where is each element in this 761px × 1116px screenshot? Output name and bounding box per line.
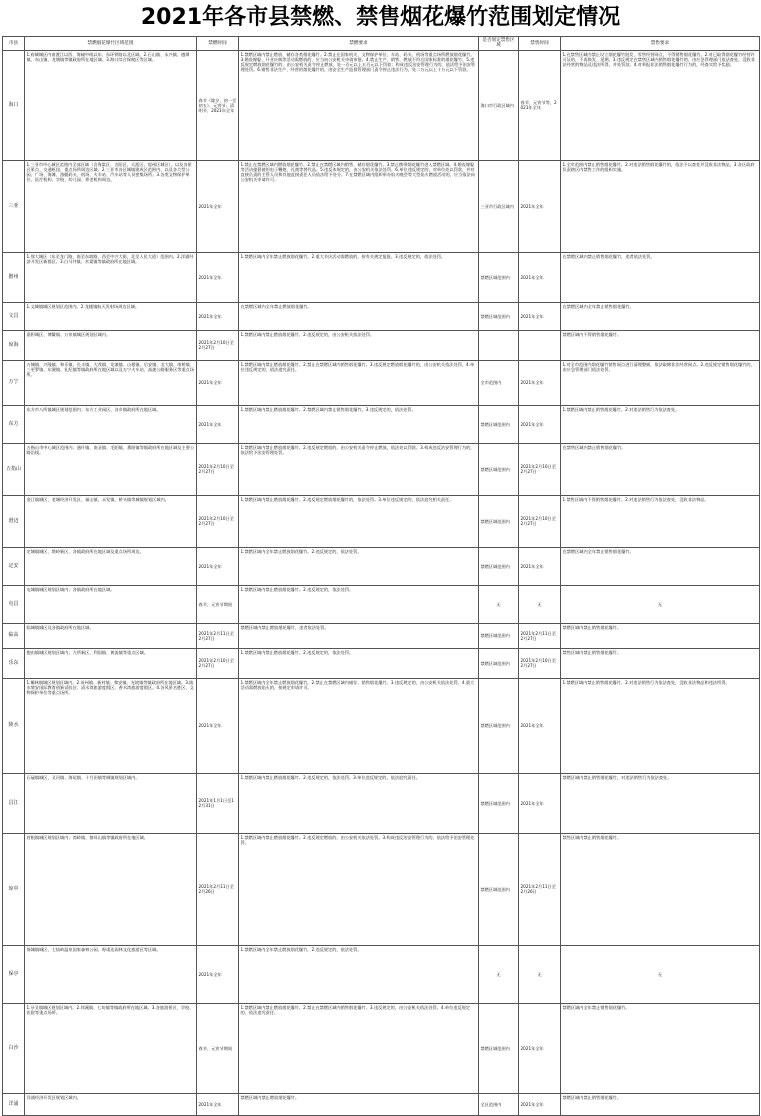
table-row	[3, 773, 760, 833]
ban-range-cell: 五指山市中心城区范围内；通什镇、南圣镇、毛阳镇、番阳镇等镇政府所在地区域及主要公路沿线。	[25, 443, 197, 495]
region-cell: 保亭	[3, 945, 25, 1003]
sale-requirements-cell: 无	[561, 945, 760, 1003]
header-region: 市县	[3, 37, 25, 51]
ban-requirements-cell: 1.禁燃区域内禁止燃放烟花爆竹。2.禁止在禁燃区域内销售烟花爆竹。3.违反规定的，由公安机关依法处罚。4.单位违反规定的，依法追究责任。	[239, 1003, 479, 1093]
table-row	[3, 360, 760, 405]
ban-range-cell: 洋浦经济开发区规划区域内。	[25, 1093, 197, 1115]
table-row	[3, 405, 760, 443]
ban-requirements-cell: 1.禁燃区域内禁止燃放烟花爆竹。2.违反规定燃放的，由公安机关责令停止燃放，依法处以罚款。3.构成违反治安管理行为的，依法给予治安管理处罚。	[239, 443, 479, 495]
ban-requirements-cell: 1.禁燃区域内禁止燃放烟花爆竹。2.违反规定的，依法处罚。	[239, 585, 479, 623]
region-cell: 定安	[3, 547, 25, 585]
sale-requirements-cell: 禁售区域内禁止销售烟花爆竹。	[561, 648, 760, 678]
region-cell: 琼中	[3, 833, 25, 945]
ban-sale-area-cell: 禁燃区域范围内	[479, 623, 519, 648]
region-cell: 屯昌	[3, 585, 25, 623]
ban-requirements-cell: 禁燃区域内禁止燃放烟花爆竹，违者依法处罚。	[239, 623, 479, 648]
ban-requirements-cell: 1.禁燃区域内禁止燃放烟花爆竹。2.违反规定的，依法处罚。	[239, 648, 479, 678]
ban-range-cell: 东方市八所镇城区规划范围内；东方工业园区、各乡镇政府所在地区域。	[25, 405, 197, 443]
region-cell: 海口	[3, 50, 25, 160]
sale-requirements-cell: 1.禁燃区域内禁止销售烟花爆竹。2.对违法销售行为依法查处，没收非法物品和违法所得。	[561, 678, 760, 773]
ban-time-cell: 2021年全年	[197, 160, 239, 252]
table-row	[3, 252, 760, 302]
ban-range-cell: 嘉积城区、博鳌镇、万泉镇城区规划区域内。	[25, 330, 197, 360]
ban-range-cell: 营根镇城区规划区域内；湾岭镇、黎母山镇等镇政府所在地区域。	[25, 833, 197, 945]
ban-requirements-cell: 1.禁燃区域内禁止燃放、储存各类烟花爆竹。2.禁止在国家机关、文物保护单位、车站、码头、机场等重点场所燃放烟花爆竹。3.婚丧嫁娶、开业庆典等活动需燃放的，应当向公安机关申请审批。4.禁止生产、销售、燃放不符合国家标准的烟花爆竹。5.违反规定燃放烟花爆竹的，由公安机关责令停止燃放，处一百元以上五百元以下罚款；构成违反治安管理行为的，依法给予治安管理处罚。6.销售非法生产、经营的烟花爆竹的，由安全生产监督管理部门责令停止违法行为，处二万元以上十万元以下罚款。	[239, 50, 479, 160]
ban-time-cell: 2021年2月10日至2月27日	[197, 648, 239, 678]
region-cell: 万宁	[3, 360, 25, 405]
ban-time-cell: 2021年全年	[197, 547, 239, 585]
sale-ban-time-cell: 2021年全年	[519, 547, 561, 585]
sale-ban-time-cell: 无	[519, 945, 561, 1003]
sale-requirements-cell: 禁燃区域内禁止销售烟花爆竹。	[561, 623, 760, 648]
ban-requirements-cell: 1.禁燃区域内禁止燃放烟花爆竹。2.违反规定燃放的，由公安机关依法处罚。3.构成违反治安管理行为的，依法给予治安管理处罚。	[239, 833, 479, 945]
ban-time-cell: 春节、元宵节期间	[197, 585, 239, 623]
ban-sale-area-cell: 禁燃区域范围内	[479, 833, 519, 945]
sale-requirements-cell: 禁燃区域内不得销售烟花爆竹。	[561, 330, 760, 360]
sale-ban-time-cell: 2021年全年	[519, 678, 561, 773]
ban-requirements-cell: 1.禁止在禁燃区域内燃放烟花爆竹。2.禁止在禁燃区域内销售、储存烟花爆竹。3.禁止携带烟花爆竹进入禁燃区域。4.婚丧嫁娶等活动提倡使用电子鞭炮、礼炮等替代品。5.违反本规定的，由公安机关依法处罚。6.单位违反规定的，对单位处以罚款，并对直接负责的主管人员和其他直接责任人员依法给予处分。7.在禁燃区域内组织举办焰火晚会等大型焰火燃放活动的，应当依法向公安机关申请许可。	[239, 160, 479, 252]
table-row	[3, 678, 760, 773]
sale-ban-time-cell: 2021年2月11日至2月26日	[519, 833, 561, 945]
sale-requirements-cell: 在禁售区域内禁止销售烟花爆竹。	[561, 443, 760, 495]
sale-requirements-cell: 在禁燃区域内全年禁止销售烟花爆竹。	[561, 547, 760, 585]
ban-sale-area-cell: 禁燃区域范围内	[479, 405, 519, 443]
sale-requirements-cell: 1.禁燃区域内禁止销售烟花爆竹。2.对违法销售行为依法查处。	[561, 405, 760, 443]
ban-time-cell: 春节、元宵节期间	[197, 1003, 239, 1093]
ban-range-cell: 屯城镇城区规划区域内；各镇政府所在地区域。	[25, 585, 197, 623]
ban-time-cell: 2021年2月10日至2月27日	[197, 495, 239, 547]
table-row	[3, 1093, 760, 1115]
table-row	[3, 623, 760, 648]
table-row	[3, 50, 760, 160]
ban-range-cell: 抱由镇城区规划区域内；九所新区、利国镇、黄流镇等重点区域。	[25, 648, 197, 678]
region-cell: 东方	[3, 405, 25, 443]
ban-time-cell: 2021年全年	[197, 678, 239, 773]
sale-requirements-cell: 在禁燃区域内禁止销售烟花爆竹，违者依法处罚。	[561, 252, 760, 302]
ban-sale-area-cell: 禁燃区域范围内	[479, 648, 519, 678]
sale-ban-time-cell: 2021年全年	[519, 773, 561, 833]
sale-ban-time-cell: 无	[519, 585, 561, 623]
ban-sale-area-cell: 全区范围内	[479, 1093, 519, 1115]
table-row	[3, 495, 760, 547]
ban-range-cell: 定城镇城区、塔岭新区、各镇政府所在地区域及重点场所周边。	[25, 547, 197, 585]
table-row	[3, 330, 760, 360]
ban-sale-area-cell	[479, 330, 519, 360]
sale-requirements-cell: 禁燃区域内禁止销售烟花爆竹。	[561, 1093, 760, 1115]
ban-range-cell: 石碌镇城区、叉河镇、海尾镇、十月田镇等城镇规划区域内。	[25, 773, 197, 833]
ban-range-cell: 1.那大城区（东至龙门路，南至东坡路，西至中兴大街，北至人民大道）范围内。2.洋浦经济开发区新都区。3.白马井镇、木棠镇等镇政府所在地区域。	[25, 252, 197, 302]
region-cell: 陵水	[3, 678, 25, 773]
ban-sale-area-cell: 禁燃区域范围内	[479, 443, 519, 495]
ban-requirements-cell: 1.禁燃区域内禁止燃放烟花爆竹。2.禁止在禁燃区域内销售烟花爆竹。3.违反规定燃放烟花爆竹的，由公安机关依法处罚。4.单位违反规定的，依法追究责任。	[239, 360, 479, 405]
ban-sale-area-cell: 禁燃区域范围内	[479, 1003, 519, 1093]
ban-range-cell: 金江镇城区、老城经济开发区、福山镇、永发镇、桥头镇等城镇规划区域内。	[25, 495, 197, 547]
table-row	[3, 585, 760, 623]
ban-range-cell: 临城镇城区及各镇政府所在地区域。	[25, 623, 197, 648]
sale-ban-time-cell: 2021年全年	[519, 252, 561, 302]
ban-time-cell: 2021年全年	[197, 1093, 239, 1115]
ban-time-cell: 2021年全年	[197, 360, 239, 405]
ban-requirements-cell: 1.禁燃区域内禁止燃放烟花爆竹。2.违反规定的，由公安机关依法处罚。	[239, 330, 479, 360]
region-cell: 琼海	[3, 330, 25, 360]
ban-time-cell: 2021年1月1日至12月31日	[197, 773, 239, 833]
region-cell: 文昌	[3, 302, 25, 330]
ban-range-cell: 1.文城镇城区规划区范围内。2.龙楼镇航天发射场周边区域。	[25, 302, 197, 330]
region-cell: 澄迈	[3, 495, 25, 547]
table-row	[3, 945, 760, 1003]
ban-range-cell: 保城镇城区、七仙岭温泉国家森林公园、呀诺达雨林文化旅游区等区域。	[25, 945, 197, 1003]
ban-requirements-cell: 1.禁燃区域内全年禁止燃放烟花爆竹。2.违反规定的，依法处罚。	[239, 547, 479, 585]
table-row	[3, 160, 760, 252]
sale-ban-time-cell: 2021年2月10日至2月27日	[519, 495, 561, 547]
ban-range-cell: 1.三亚市中心城区范围内全部区域（含海棠区、吉阳区、天涯区、崖州区城区），以及各景区景点、交通枢纽、重点场所周边区域。2.三亚市各区城镇建成区范围内、以及各大型公园、广场、海滩、游艇码头、机场、火车站、汽车站等人员密集场所。3.各类文物保护单位、医疗机构、学校、幼儿园、养老机构周边。	[25, 160, 197, 252]
table-row	[3, 443, 760, 495]
sale-ban-time-cell: 2021年全年	[519, 302, 561, 330]
sale-requirements-cell: 1.对全市范围内烟花爆竹销售网点进行清理整顿，依法取缔非法经营网点。2.违反规定销售烟花爆竹的，由应急管理部门依法处罚。	[561, 360, 760, 405]
sale-ban-time-cell: 2021年2月11日至2月27日	[519, 623, 561, 648]
ban-time-cell: 春节（除夕、初一至初五）、元宵节、清明节、2021年全年	[197, 50, 239, 160]
sale-requirements-cell: 禁燃区域内禁止销售烟花爆竹，对违法销售行为依法查处。	[561, 773, 760, 833]
ban-sale-area-cell: 禁燃区域范围内	[479, 547, 519, 585]
sale-requirements-cell: 1.在禁售区域内禁止设立烟花爆竹批发、零售经营网点，不得销售烟花爆竹。2.对已取得烟花爆竹经营许可证的，不再换发、延期。3.违反规定在禁售区域内销售烟花爆竹的，由应急管理部门依法查处，没收非法经营的物品及违法所得，并处罚款。4.对举报非法销售烟花爆竹行为的，经查实给予奖励。	[561, 50, 760, 160]
ban-range-cell: 万城镇、兴隆镇、和乐镇、长丰镇、大茂镇、龙滚镇、山根镇、后安镇、北大镇、南桥镇、三更罗镇、东澳镇、礼纪镇等镇政府所在地区域以及万宁火车站、高速公路服务区等重点场所。	[25, 360, 197, 405]
region-cell: 临高	[3, 623, 25, 648]
header-sale-requirements: 禁售要求	[561, 37, 760, 51]
sale-ban-time-cell: 春节、元宵节等，2021年全年	[519, 50, 561, 160]
sale-requirements-cell: 禁售区域内禁止销售烟花爆竹。	[561, 833, 760, 945]
ban-time-cell: 2021年全年	[197, 302, 239, 330]
ban-time-cell: 2021年全年	[197, 252, 239, 302]
header-ban-sale-area: 是否划定禁售区域	[479, 37, 519, 51]
table-row	[3, 547, 760, 585]
table-header-row	[3, 37, 760, 51]
ban-time-cell: 2021年全年	[197, 945, 239, 1003]
table-row	[3, 833, 760, 945]
sale-requirements-cell: 无	[561, 585, 760, 623]
sale-ban-time-cell: 2021年全年	[519, 1003, 561, 1093]
sale-ban-time-cell: 2021年全年	[519, 405, 561, 443]
sale-requirements-cell: 1.全市范围内禁止销售烟花爆竹。2.对违法销售烟花爆竹的，依法予以查处并没收非法物品。3.各区政府负责辖区内禁售工作的组织实施。	[561, 160, 760, 252]
ban-requirements-cell: 禁燃区域内禁止燃放烟花爆竹。	[239, 1093, 479, 1115]
ban-sale-area-cell: 无	[479, 945, 519, 1003]
region-cell: 昌江	[3, 773, 25, 833]
header-ban-time: 禁燃时间	[197, 37, 239, 51]
sale-ban-time-cell: 2021年2月10日至2月27日	[519, 443, 561, 495]
ban-sale-area-cell: 海口市行政区域内	[479, 50, 519, 160]
sale-ban-time-cell	[519, 330, 561, 360]
header-ban-requirements: 禁燃要求	[239, 37, 479, 51]
ban-sale-area-cell: 禁燃区域范围内	[479, 678, 519, 773]
header-sale-ban-time: 禁售时间	[519, 37, 561, 51]
ban-range-cell: 1.椰林镇城区规划区域内。2.英州镇、新村镇、黎安镇、光坡镇等镇政府所在地区域。3.陵水黎安国际教育创新试验区、清水湾旅游度假区、香水湾旅游度假区。4.各风景名胜区、文物保护单位等重点场所。	[25, 678, 197, 773]
region-cell: 五指山	[3, 443, 25, 495]
ban-requirements-cell: 1.禁燃区域内全年禁止燃放烟花爆竹。2.重大节庆活动需燃放的，按有关规定报批。3.违反规定的，依法处罚。	[239, 252, 479, 302]
region-cell: 洋浦	[3, 1093, 25, 1115]
ban-sale-area-cell: 无	[479, 585, 519, 623]
ban-sale-area-cell: 禁燃区域范围内	[479, 495, 519, 547]
ban-sale-area-cell: 禁燃区域范围内	[479, 252, 519, 302]
ban-range-cell: 1.府城城区内南渡江以西、海榆中线以东、东环铁路以北区域。2.石山镇、永兴镇、遵谭镇、东山镇、龙塘镇等镇政府所在地区域。3.海口综合保税区等区域。	[25, 50, 197, 160]
ban-requirements-cell: 1.禁燃区域内全年禁止燃放烟花爆竹。2.违反规定的，依法处罚。	[239, 945, 479, 1003]
ban-requirements-cell: 1.禁燃区域内全年禁止燃放烟花爆竹。2.禁止在禁燃区域内储存、销售烟花爆竹。3.违反规定的，由公安机关依法处罚。4.重大活动需燃放焰火的，按规定申请许可。	[239, 678, 479, 773]
region-cell: 白沙	[3, 1003, 25, 1093]
page-title: 2021年各市县禁燃、禁售烟花爆竹范围划定情况	[140, 5, 621, 30]
ban-requirements-cell: 1.禁燃区域内禁止燃放烟花爆竹。2.违反规定燃放烟花爆竹的，依法处罚。3.单位违反规定的，依法追究相关责任。	[239, 495, 479, 547]
sale-ban-time-cell: 2021年全年	[519, 1093, 561, 1115]
sale-requirements-cell: 在禁燃区域内全年禁止销售烟花爆竹。	[561, 302, 760, 330]
ban-sale-area-cell: 全市范围内	[479, 360, 519, 405]
ban-range-cell: 1.牙叉镇城区规划区域内。2.邦溪镇、七坊镇等镇政府所在地区域。3.各旅游景区、学校、医院等重点场所。	[25, 1003, 197, 1093]
ban-sale-area-cell: 三亚市行政区域内	[479, 160, 519, 252]
ban-requirements-cell: 1.禁燃区域内禁止燃放烟花爆竹。2.禁燃区域内禁止销售烟花爆竹。3.违反规定的，依法处罚。	[239, 405, 479, 443]
region-cell: 三亚	[3, 160, 25, 252]
ban-time-cell: 2021年全年	[197, 405, 239, 443]
ban-requirements-cell: 1.禁燃区域内禁止燃放烟花爆竹。2.违反规定的，依法处罚。3.单位违反规定的，依法追究责任。	[239, 773, 479, 833]
ban-sale-area-cell: 禁燃区域范围内	[479, 773, 519, 833]
table-row	[3, 1003, 760, 1093]
table-row	[3, 648, 760, 678]
sale-requirements-cell: 禁燃区域内全年禁止销售烟花爆竹。	[561, 1003, 760, 1093]
sale-ban-time-cell: 2021年2月10日至2月27日	[519, 648, 561, 678]
sale-requirements-cell: 1.禁售区域内不得销售烟花爆竹。2.对违法销售行为依法查处，没收非法物品。	[561, 495, 760, 547]
region-cell: 儋州	[3, 252, 25, 302]
ban-requirements-cell: 在禁燃区域内全年禁止燃放烟花爆竹。	[239, 302, 479, 330]
sale-ban-time-cell: 2021年全年	[519, 360, 561, 405]
ban-time-cell: 2021年2月10日至2月27日	[197, 443, 239, 495]
regulation-table	[2, 36, 760, 1116]
ban-time-cell: 2021年2月10日至2月27日	[197, 330, 239, 360]
table-row	[3, 302, 760, 330]
region-cell: 乐东	[3, 648, 25, 678]
sale-ban-time-cell: 2021年全年	[519, 160, 561, 252]
ban-time-cell: 2021年2月11日至2月27日	[197, 623, 239, 648]
header-ban-range: 禁燃烟花爆竹区域范围	[25, 37, 197, 51]
ban-sale-area-cell: 禁燃区域范围内	[479, 302, 519, 330]
ban-time-cell: 2021年2月11日至2月26日	[197, 833, 239, 945]
